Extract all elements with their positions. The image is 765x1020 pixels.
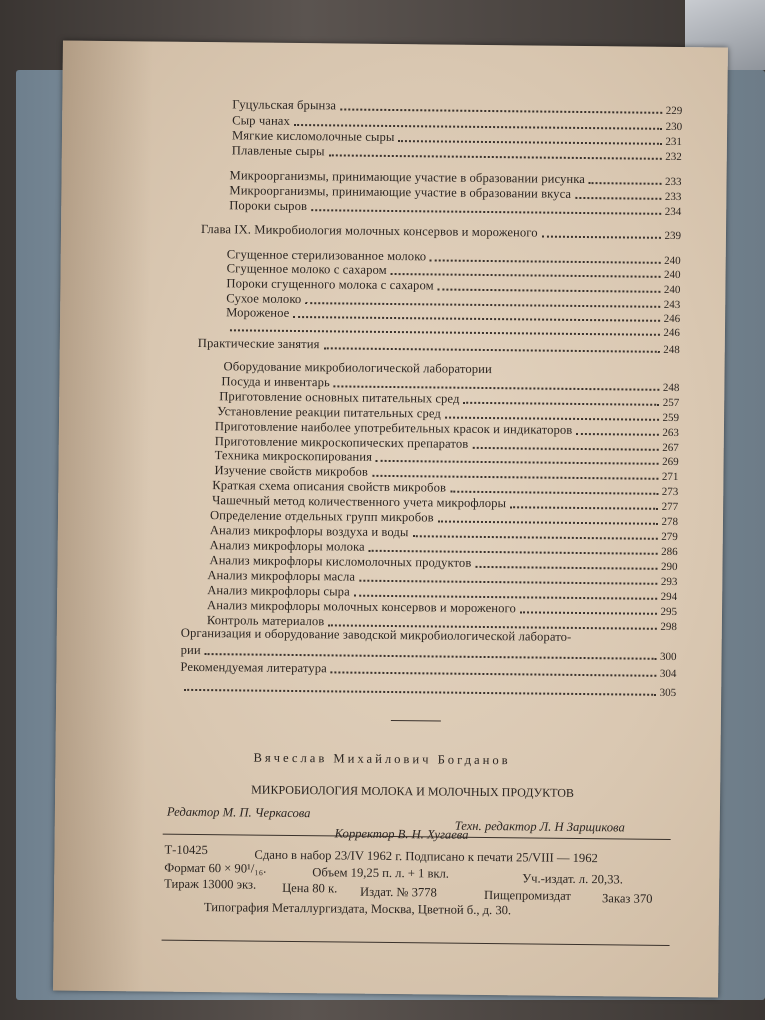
toc-entry-title: Посуда и инвентарь: [221, 374, 330, 390]
toc-dot-leader: [520, 611, 657, 614]
toc-entry-page: 257: [662, 396, 680, 410]
toc-entry-page: 230: [665, 120, 683, 134]
toc-entry-page: 295: [660, 605, 678, 619]
toc-entry-page: 273: [661, 485, 679, 499]
toc-entry: [180, 660, 676, 680]
toc-dot-leader: [376, 460, 658, 465]
toc-entry-title: Оборудование микробиологической лаборатории: [223, 359, 492, 377]
toc-entry-title: Анализ микрофлоры кисломолочных продуктов: [209, 553, 472, 570]
toc-entry-title: Сухое молоко: [226, 291, 302, 307]
toc-entry-page: 286: [661, 545, 678, 559]
toc-entry-page: 259: [662, 411, 680, 425]
toc-dot-leader: [445, 417, 659, 421]
toc-entry-page: 300: [660, 650, 677, 664]
toc-entry-title: Приготовление основных питательных сред: [219, 389, 460, 406]
toc-entry-page: 240: [663, 283, 681, 297]
toc-entry-page: 246: [663, 312, 681, 326]
toc-entry-page: 294: [660, 590, 678, 604]
toc-dot-leader: [354, 595, 657, 600]
toc-dot-leader: [438, 288, 660, 292]
toc-entry-title: Рекомендуемая литература: [180, 659, 327, 676]
toc-entry-page: 269: [662, 455, 679, 469]
imprint-pub-number: Издат. № 3778: [360, 884, 437, 900]
toc-entry-title: Чашечный метод количественного учета микрофлоры: [212, 493, 507, 511]
toc-dot-leader: [575, 197, 661, 200]
imprint-price: Цена 80 к.: [282, 880, 338, 896]
imprint-corrector: Корректор В. Н. Хугаева: [334, 826, 469, 842]
toc-dot-leader: [329, 154, 662, 159]
toc-dot-leader: [369, 550, 657, 555]
toc-entry: [201, 222, 681, 242]
toc-dot-leader: [372, 475, 658, 480]
toc-entry-title: Плавленые сыры: [231, 143, 325, 159]
toc-entry-title: Приготовление микроскопических препаратов: [214, 434, 469, 451]
toc-dot-leader: [576, 433, 658, 436]
toc-entry-title: Изучение свойств микробов: [214, 463, 369, 479]
imprint-publisher: Пищепромиздат: [483, 888, 571, 903]
toc-entry-page: 248: [662, 381, 680, 395]
toc-dot-leader: [391, 273, 660, 278]
toc-entry-title: Сгущенное молоко с сахаром: [226, 261, 387, 277]
toc-entry-page: 304: [659, 667, 677, 681]
toc-dot-leader: [450, 491, 658, 495]
toc-entry-page: 232: [665, 150, 682, 164]
imprint-editor: Редактор М. П. Черкасова: [166, 804, 311, 821]
toc-entry-page: 248: [663, 343, 680, 357]
imprint-printer: Типография Металлургиздата, Москва, Цветной б., д. 30.: [203, 900, 512, 918]
toc-entry-page: 239: [664, 229, 682, 243]
toc-entry-title: Мягкие кисломолочные сыры: [231, 128, 395, 145]
toc-entry-page: 240: [664, 254, 681, 268]
imprint-author: Вячеслав Михайлович Богданов: [253, 750, 511, 768]
toc-entry-page: 233: [664, 190, 682, 204]
imprint-order: Заказ 370: [601, 891, 653, 906]
imprint-code: Т-10425: [164, 842, 208, 858]
toc-entry-page: 290: [660, 560, 678, 574]
toc-entry-title: Пороки сыров: [229, 198, 308, 214]
toc-entry-page: 305: [659, 686, 677, 700]
toc-dot-leader: [542, 236, 661, 239]
toc-entry-title: Анализ микрофлоры воздуха и воды: [209, 523, 409, 540]
toc-entry-title: Сыр чанах: [232, 113, 291, 128]
toc-dot-leader: [438, 520, 658, 524]
toc-entry-title: Микроорганизмы, принимающие участие в образовании рисунка: [229, 168, 586, 187]
imprint-format: Формат 60 × 90¹/₁₆.: [164, 860, 267, 876]
toc-dot-leader: [230, 329, 659, 335]
toc-dot-leader: [510, 506, 658, 510]
imprint-print-run: Тираж 13000 экз.: [164, 876, 257, 892]
toc-entry-title: Приготовление наиболее употребительных красок и индикаторов: [214, 419, 573, 437]
imprint-pub-sheets: Уч.-издат. л. 20,33.: [522, 871, 623, 887]
toc-entry-title: Анализ микрофлоры молока: [209, 538, 365, 554]
book-page: [53, 41, 728, 998]
toc-dot-leader: [359, 580, 657, 585]
toc-entry-title: Организация и оборудование заводской микробиологической лаборато-: [180, 625, 572, 644]
toc-entry-page: 263: [662, 426, 679, 440]
toc-entry-title: Сгущенное стерилизованное молоко: [226, 247, 427, 264]
toc-entry-page: 243: [663, 298, 681, 312]
toc-entry-title: рии: [180, 642, 201, 658]
toc-entry-page: 293: [660, 575, 678, 589]
toc-dot-leader: [398, 140, 661, 145]
toc-dot-leader: [475, 566, 657, 570]
toc-entry-page: 233: [664, 175, 682, 189]
toc-entry-title: Анализ микрофлоры сыра: [207, 583, 350, 599]
toc-entry-title: Установление реакции питательных сред: [217, 404, 442, 421]
toc-entry-title: Практические занятия: [197, 335, 320, 352]
toc-entry-title: Контроль материалов: [206, 613, 325, 629]
toc-dot-leader: [331, 671, 656, 676]
toc-entry-page: 279: [661, 530, 678, 544]
toc-entry-title: Определение отдельных групп микробов: [209, 508, 434, 525]
toc-entry-title: Краткая схема описания свойств микробов: [212, 478, 447, 495]
toc-dot-leader: [589, 182, 661, 185]
imprint-tech-editor: Техн. редактор Л. Н Зарщикова: [454, 818, 625, 835]
toc-dot-leader: [184, 689, 655, 696]
imprint-volume: Объем 19,25 п. л. + 1 вкл.: [312, 865, 450, 881]
toc-entry: [180, 679, 676, 699]
toc-entry-page: 278: [661, 515, 679, 529]
toc-entry-title: Мороженое: [226, 305, 290, 320]
toc-dot-leader: [311, 209, 661, 215]
toc-entry-page: 240: [664, 268, 681, 282]
toc-entry-title: Пороки сгущенного молока с сахаром: [226, 276, 434, 293]
toc-entry: [198, 336, 680, 356]
toc-dot-leader: [340, 108, 662, 113]
toc-dot-leader: [205, 653, 656, 660]
toc-entry-page: 246: [663, 326, 681, 340]
toc-entry-page: 229: [665, 104, 683, 118]
toc-dot-leader: [324, 347, 660, 353]
toc-dot-leader: [463, 402, 658, 406]
toc-entry-page: 267: [662, 441, 679, 455]
toc-entry-page: 277: [661, 500, 679, 514]
toc-entry-page: 271: [661, 470, 679, 484]
toc-entry-page: 234: [664, 205, 682, 219]
toc-entry-title: Глава IX. Микробиология молочных консервов и мороженого: [200, 222, 538, 240]
toc-entry-page: 298: [660, 620, 677, 634]
toc-entry-title: Анализ микрофлоры молочных консервов и мороженого: [207, 598, 516, 616]
toc-entry-title: Микроорганизмы, принимающие участие в образовании вкуса: [229, 183, 572, 201]
toc-entry-page: 231: [665, 135, 683, 149]
toc-entry-title: Гуцульская брынза: [232, 97, 337, 113]
imprint-book-title: МИКРОБИОЛОГИЯ МОЛОКА И МОЛОЧНЫХ ПРОДУКТОВ: [251, 782, 575, 800]
imprint-dates: Сдано в набор 23/IV 1962 г. Подписано к печати 25/VIII — 1962: [254, 847, 598, 866]
toc-entry-title: Техника микроскопирования: [214, 448, 373, 464]
toc-entry-title: Анализ микрофлоры масла: [207, 568, 356, 584]
toc-dot-leader: [412, 535, 657, 540]
